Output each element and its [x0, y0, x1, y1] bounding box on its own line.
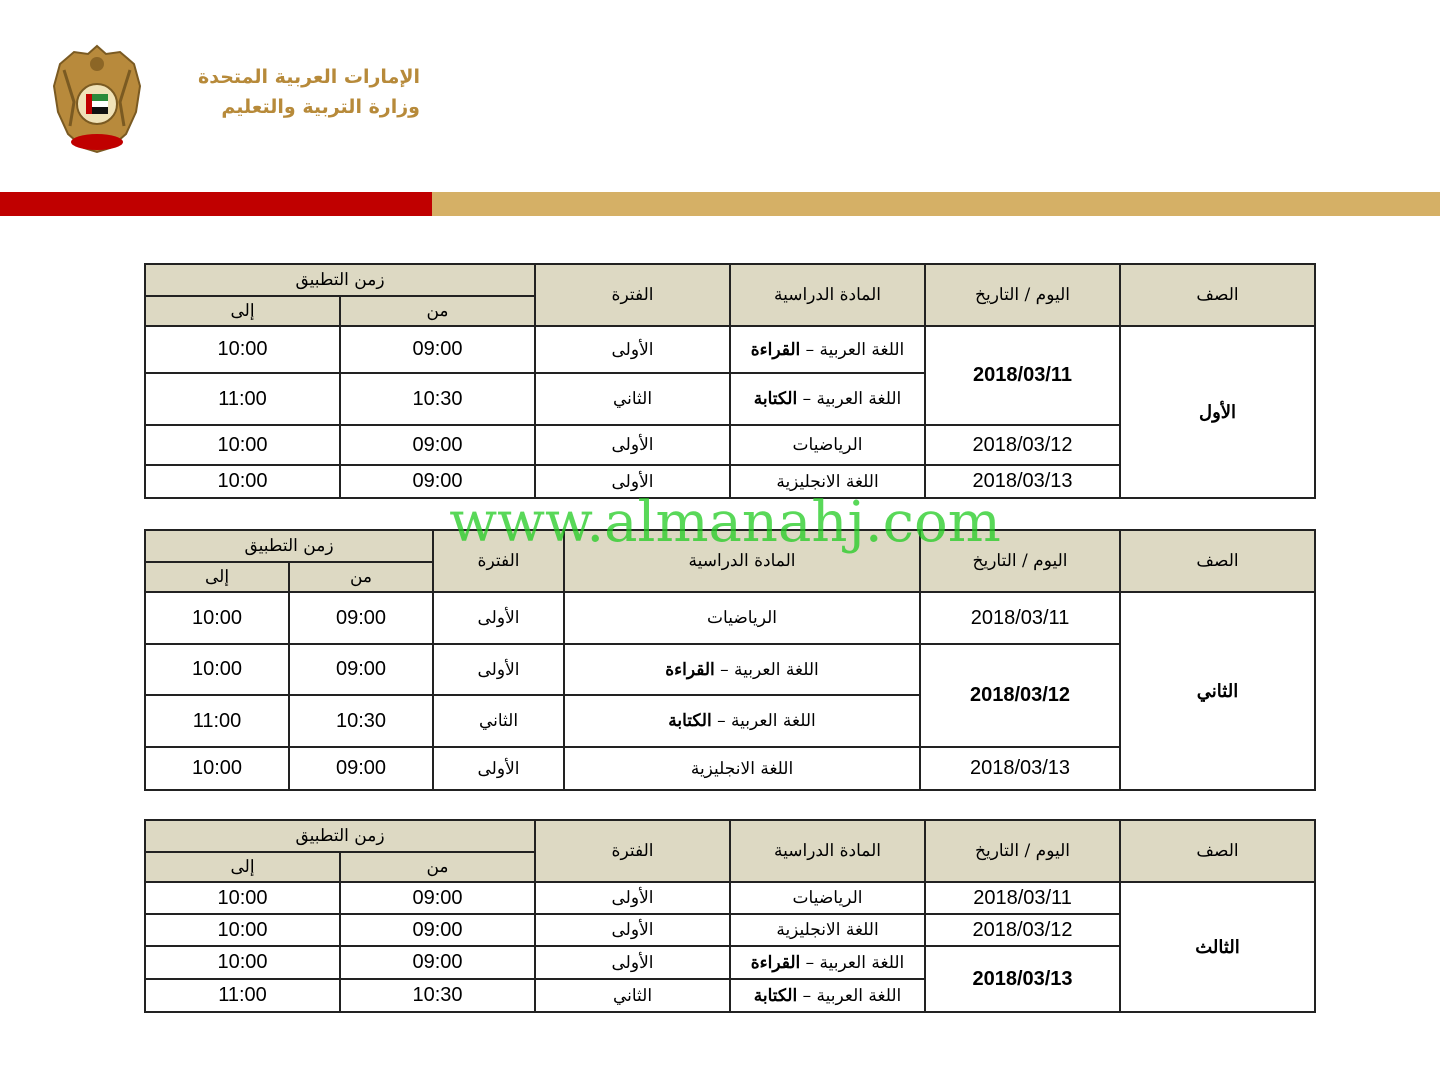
subject-text: اللغة العربية –: [805, 952, 905, 973]
header-grade: الصف: [1120, 530, 1315, 592]
subject-bold-text: القراءة: [750, 339, 801, 360]
header-to: إلى: [145, 562, 289, 592]
grade-cell: الثالث: [1120, 882, 1315, 1012]
from-cell: 10:30: [340, 373, 535, 425]
ministry-title: [160, 62, 420, 122]
from-cell: 09:00: [289, 747, 433, 790]
date-cell: 2018/03/11: [925, 882, 1120, 914]
subject-text: الرياضيات: [792, 888, 863, 908]
subject-bold-text: الكتابة: [753, 389, 798, 409]
header-period: الفترة: [433, 530, 564, 592]
header-subject: المادة الدراسية: [730, 264, 925, 326]
subject-cell: [730, 882, 925, 914]
header-time: زمن التطبيق: [145, 264, 535, 296]
header-period: الفترة: [535, 820, 730, 882]
subject-text: الرياضيات: [792, 435, 863, 455]
date-cell: 2018/03/13: [920, 747, 1120, 790]
period-cell: الأولى: [535, 465, 730, 498]
from-cell: 09:00: [340, 425, 535, 465]
subject-bold-text: الكتابة: [753, 985, 798, 1006]
header-divider-red: [0, 192, 432, 216]
period-cell: الأولى: [433, 747, 564, 790]
website-watermark: www.almanahj.com: [449, 490, 1001, 555]
to-cell: 11:00: [145, 695, 289, 747]
subject-cell: [730, 425, 925, 465]
subject-text: اللغة العربية –: [802, 985, 902, 1006]
period-cell: الأولى: [535, 326, 730, 373]
subject-cell: [564, 644, 920, 695]
from-cell: 09:00: [340, 882, 535, 914]
period-cell: الأولى: [535, 425, 730, 465]
subject-bold-text: الكتابة: [668, 711, 712, 731]
header-grade: الصف: [1120, 820, 1315, 882]
header-to: إلى: [145, 296, 340, 326]
date-cell: 2018/03/12: [925, 425, 1120, 465]
header-date: اليوم / التاريخ: [925, 820, 1120, 882]
date-cell: 2018/03/13: [925, 465, 1120, 498]
period-cell: الأولى: [433, 644, 564, 695]
from-cell: 09:00: [340, 326, 535, 373]
to-cell: 10:00: [145, 882, 340, 914]
date-cell: 2018/03/11: [920, 592, 1120, 644]
subject-text: اللغة العربية –: [717, 711, 816, 731]
subject-text: الرياضيات: [707, 608, 777, 628]
schedule-table-grade-2: [144, 529, 1316, 791]
header-time: زمن التطبيق: [145, 530, 433, 562]
subject-cell: [730, 373, 925, 425]
to-cell: 11:00: [145, 979, 340, 1012]
subject-text: اللغة الانجليزية: [776, 471, 879, 492]
subject-bold-text: القراءة: [665, 659, 715, 680]
header-subject: المادة الدراسية: [564, 530, 920, 592]
table-row: [145, 882, 1315, 914]
to-cell: 10:00: [145, 644, 289, 695]
to-cell: 10:00: [145, 326, 340, 373]
schedule-table-grade-1: [144, 263, 1316, 499]
table-row: [145, 326, 1315, 373]
to-cell: 10:00: [145, 592, 289, 644]
period-cell: الثاني: [535, 979, 730, 1012]
subject-cell: [564, 695, 920, 747]
from-cell: 09:00: [340, 914, 535, 946]
header-subject: المادة الدراسية: [730, 820, 925, 882]
header-grade: الصف: [1120, 264, 1315, 326]
header-from: من: [340, 296, 535, 326]
period-cell: الأولى: [535, 946, 730, 979]
to-cell: 10:00: [145, 946, 340, 979]
grade-cell: الأول: [1120, 326, 1315, 498]
header-from: من: [289, 562, 433, 592]
to-cell: 10:00: [145, 914, 340, 946]
from-cell: 09:00: [289, 644, 433, 695]
date-cell: 2018/03/12: [925, 914, 1120, 946]
subject-text: اللغة العربية –: [720, 659, 819, 680]
uae-falcon-emblem-icon: [50, 42, 144, 156]
header-divider-bar: [0, 192, 1440, 216]
subject-cell: [730, 914, 925, 946]
subject-cell: [564, 747, 920, 790]
period-cell: الأولى: [535, 882, 730, 914]
to-cell: 11:00: [145, 373, 340, 425]
subject-text: اللغة العربية –: [802, 389, 902, 409]
page-header: [0, 0, 1440, 220]
subject-bold-text: القراءة: [750, 952, 801, 973]
period-cell: الأولى: [535, 914, 730, 946]
period-cell: الثاني: [433, 695, 564, 747]
from-cell: 10:30: [340, 979, 535, 1012]
subject-cell: [730, 326, 925, 373]
header-divider-gold: [432, 192, 1440, 216]
from-cell: 09:00: [340, 465, 535, 498]
header-from: من: [340, 852, 535, 882]
grade-cell: الثاني: [1120, 592, 1315, 790]
from-cell: 09:00: [289, 592, 433, 644]
subject-cell: [730, 979, 925, 1012]
schedule-table-grade-3: [144, 819, 1316, 1013]
header-time: زمن التطبيق: [145, 820, 535, 852]
subject-cell: [730, 946, 925, 979]
date-cell: 2018/03/13: [925, 946, 1120, 1012]
header-period: الفترة: [535, 264, 730, 326]
to-cell: 10:00: [145, 425, 340, 465]
table-row: [145, 592, 1315, 644]
date-cell: 2018/03/12: [920, 644, 1120, 747]
to-cell: 10:00: [145, 747, 289, 790]
header-date: اليوم / التاريخ: [920, 530, 1120, 592]
ministry-line-ministry: وزارة التربية والتعليم: [221, 96, 420, 118]
date-cell: 2018/03/11: [925, 326, 1120, 425]
header-to: إلى: [145, 852, 340, 882]
from-cell: 10:30: [289, 695, 433, 747]
subject-text: اللغة الانجليزية: [776, 920, 879, 940]
header-date: اليوم / التاريخ: [925, 264, 1120, 326]
period-cell: الثاني: [535, 373, 730, 425]
subject-text: اللغة العربية –: [805, 339, 905, 360]
subject-text: اللغة الانجليزية: [690, 758, 794, 779]
from-cell: 09:00: [340, 946, 535, 979]
to-cell: 10:00: [145, 465, 340, 498]
period-cell: الأولى: [433, 592, 564, 644]
subject-cell: [564, 592, 920, 644]
ministry-line-country: الإمارات العربية المتحدة: [198, 66, 420, 88]
